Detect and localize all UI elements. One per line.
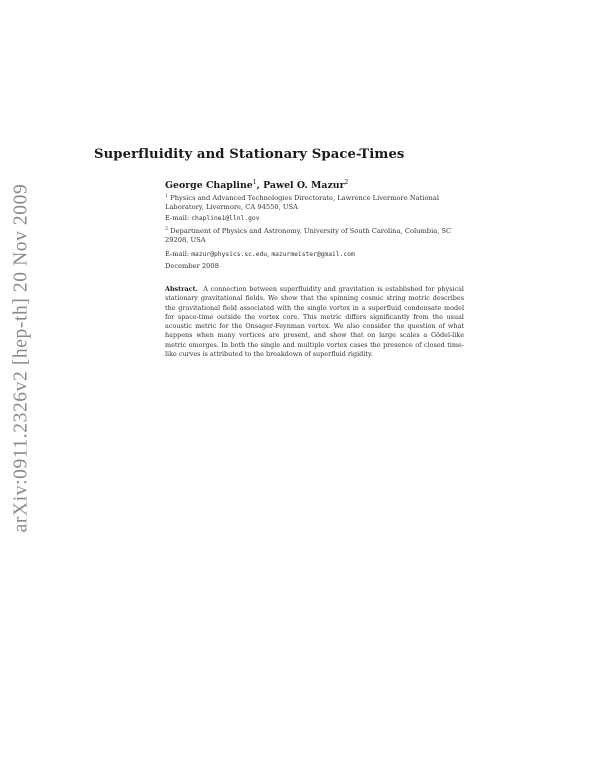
affiliation-text: Physics and Advanced Technologies Directorate, Lawrence Livermore National Laboratory, Livermore, CA 94550, USA: [165, 194, 439, 212]
affiliation-1: [165, 194, 465, 213]
affiliation-mark: 1: [165, 193, 169, 199]
email-address[interactable]: mazurmeister@gmail.com: [271, 251, 355, 258]
email-separator: ,: [267, 250, 272, 258]
author-affiliation-mark: 2: [344, 178, 349, 186]
abstract-label: Abstract.: [165, 285, 198, 293]
email-address[interactable]: chapline1@llnl.gov: [191, 215, 260, 222]
paper-date: December 2008: [165, 262, 219, 270]
affiliation-mark: 2: [165, 226, 169, 232]
affiliation-text: Department of Physics and Astronomy, University of South Carolina, Columbia, SC 29208, USA: [165, 227, 452, 245]
abstract: [165, 285, 464, 359]
email-line-1: [165, 214, 465, 223]
email-label: E-mail:: [165, 214, 190, 222]
author-affiliation-mark: 1: [252, 178, 257, 186]
paper-title: Superfluidity and Stationary Space-Times: [94, 147, 405, 162]
affiliation-2: [165, 227, 465, 246]
author-name: George Chapline: [165, 180, 253, 191]
arxiv-identifier-stamp: [6, 178, 36, 538]
email-line-2: [165, 250, 465, 259]
author-name: Pawel O. Mazur: [263, 180, 345, 191]
arxiv-identifier-text: arXiv:0911.2326v2 [hep-th] 20 Nov 2009: [10, 183, 31, 533]
abstract-text: A connection between superfluidity and gravitation is established for physical stationary gravitational fields. We show that the spinning cosmic string metric describes the gravitational field associated with the single vortex in a superfluid condensate model for space-time outside the vortex core. This metric differs significantly from the usual acoustic metric for the Onsager-Feynman vortex. We also consider the question of what happens when many vortices are present, and show that on large scales a Gödel-like metric emerges. In both the single and multiple vortex cases the presence of closed time-like curves is attributed to the breakdown of superfluid rigidity.: [165, 285, 464, 358]
email-address[interactable]: mazur@physics.sc.edu: [191, 251, 268, 258]
email-label: E-mail:: [165, 250, 190, 258]
author-separator: ,: [256, 180, 264, 191]
author-line: [165, 180, 495, 191]
